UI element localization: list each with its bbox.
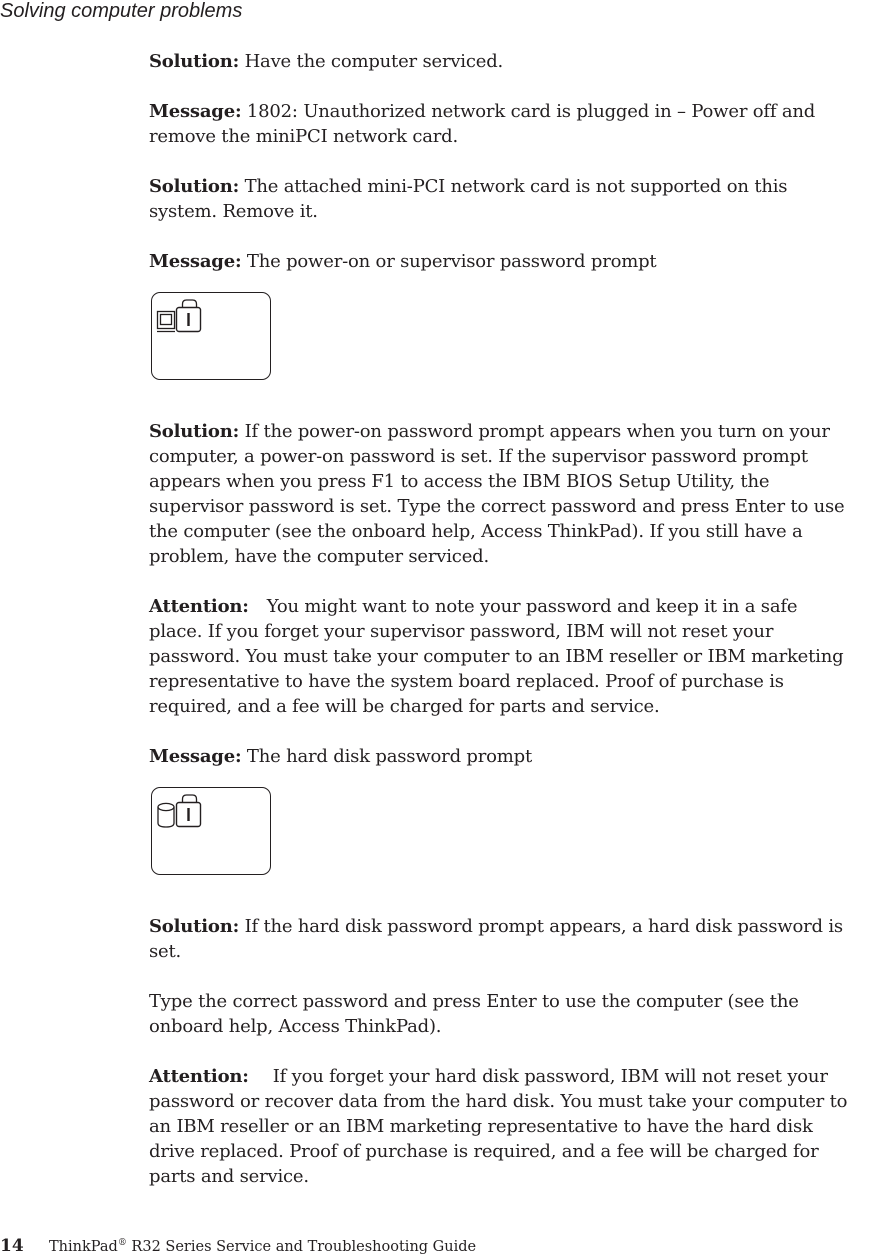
text-line: parts and service. — [149, 1166, 309, 1187]
text-line: If the power-on password prompt appears when you turn on your — [244, 421, 830, 442]
message-1802-paragraph — [149, 99, 889, 149]
page-number: 14 — [0, 1236, 24, 1256]
solution-hard-disk-password-paragraph — [149, 914, 889, 964]
text-line: The hard disk password prompt — [246, 746, 533, 767]
label-solution: Solution: — [149, 51, 240, 72]
solution-service-paragraph — [149, 49, 889, 74]
text-line: onboard help, Access ThinkPad). — [149, 1016, 442, 1037]
type-password-paragraph — [149, 989, 889, 1039]
text-line: system. Remove it. — [149, 201, 318, 222]
text-line: Have the computer serviced. — [244, 51, 504, 72]
label-solution: Solution: — [149, 916, 240, 937]
book-title-rest: R32 Series Service and Troubleshooting Guide — [126, 1239, 477, 1255]
text-line: You might want to note your password and keep it in a safe — [266, 596, 798, 617]
label-attention: Attention: — [149, 1066, 249, 1087]
label-attention: Attention: — [149, 596, 249, 617]
text-line: If you forget your hard disk password, IBM will not reset your — [272, 1066, 828, 1087]
computer-lock-icon — [156, 297, 206, 337]
solution-power-on-password-paragraph — [149, 419, 889, 569]
text-line: drive replaced. Proof of purchase is required, and a fee will be charged for — [149, 1141, 819, 1162]
book-title — [49, 1235, 476, 1259]
attention-supervisor-password-paragraph — [149, 594, 889, 719]
text-line: set. — [149, 941, 182, 962]
label-message: Message: — [149, 101, 242, 122]
message-hard-disk-prompt-paragraph — [149, 744, 889, 769]
label-solution: Solution: — [149, 176, 240, 197]
book-title-brand: ThinkPad — [49, 1239, 118, 1255]
text-line: supervisor password is set. Type the correct password and press Enter to use — [149, 496, 845, 517]
page-footer — [0, 1234, 889, 1258]
text-line: If the hard disk password prompt appears, a hard disk password is — [244, 916, 843, 937]
text-line: remove the miniPCI network card. — [149, 126, 459, 147]
text-line: computer, a power-on password is set. If the supervisor password prompt — [149, 446, 808, 467]
text-line: password or recover data from the hard disk. You must take your computer to — [149, 1091, 848, 1112]
solution-minipci-paragraph — [149, 174, 889, 224]
text-line: Type the correct password and press Enter to use the computer (see the — [149, 991, 799, 1012]
text-line: 1802: Unauthorized network card is plugged in – Power off and — [246, 101, 816, 122]
power-on-password-prompt-screen — [151, 292, 271, 380]
registered-mark: ® — [117, 1238, 127, 1248]
text-line: appears when you press F1 to access the IBM BIOS Setup Utility, the — [149, 471, 770, 492]
text-line: an IBM reseller or an IBM marketing representative to have the hard disk — [149, 1116, 813, 1137]
message-power-on-prompt-paragraph — [149, 249, 889, 274]
label-solution: Solution: — [149, 421, 240, 442]
text-line: The power-on or supervisor password prompt — [246, 251, 657, 272]
text-line: password. You must take your computer to an IBM reseller or IBM marketing — [149, 646, 844, 667]
hard-disk-password-prompt-screen — [151, 787, 271, 875]
text-line: problem, have the computer serviced. — [149, 546, 489, 567]
label-message: Message: — [149, 746, 242, 767]
attention-hard-disk-password-paragraph — [149, 1064, 889, 1189]
disk-lock-icon — [156, 792, 206, 832]
text-line: The attached mini-PCI network card is not supported on this — [244, 176, 788, 197]
label-message: Message: — [149, 251, 242, 272]
text-line: representative to have the system board replaced. Proof of purchase is — [149, 671, 784, 692]
text-line: required, and a fee will be charged for parts and service. — [149, 696, 660, 717]
running-header: Solving computer problems — [0, 0, 243, 22]
text-line: place. If you forget your supervisor password, IBM will not reset your — [149, 621, 774, 642]
text-line: the computer (see the onboard help, Access ThinkPad). If you still have a — [149, 521, 803, 542]
